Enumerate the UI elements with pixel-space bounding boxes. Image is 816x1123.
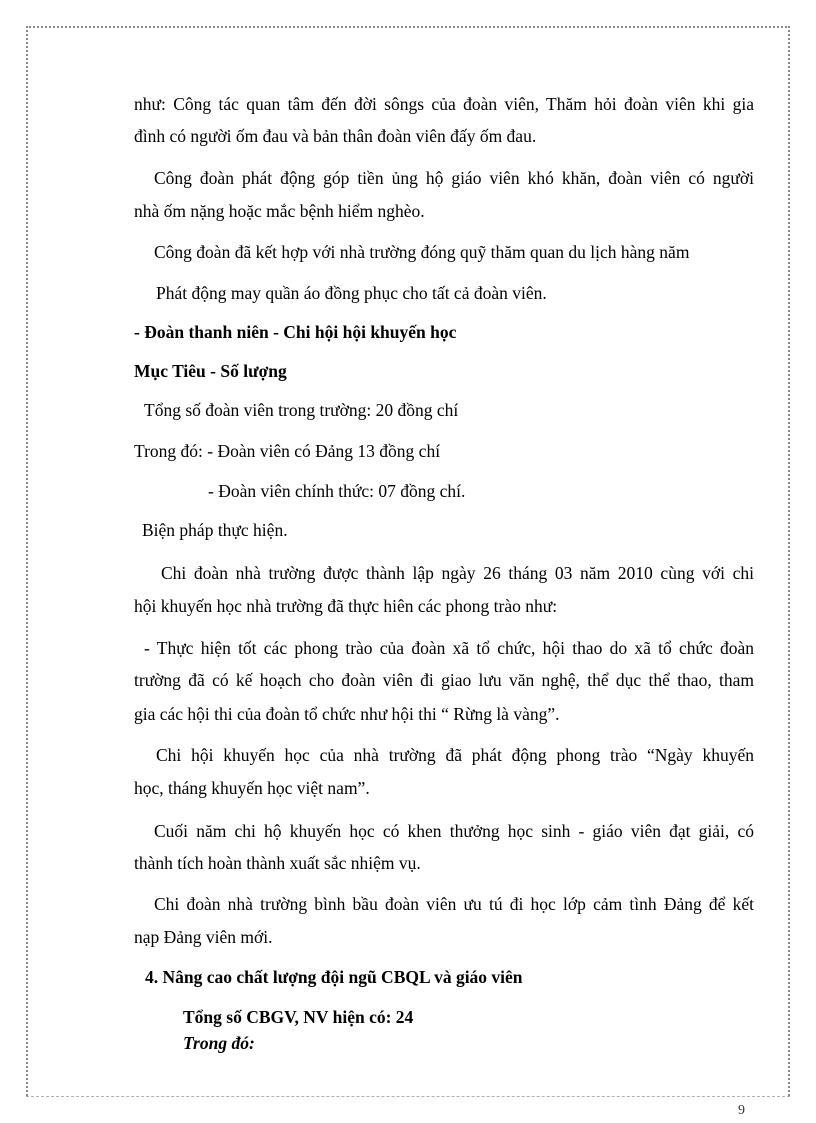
page-number: 9 [738, 1103, 745, 1118]
paragraph-line: Phát động may quần áo đồng phục cho tất cả đoàn viên. [156, 283, 547, 303]
paragraph-line: như: Công tác quan tâm đến đời sôngs của đoàn viên, Thăm hỏi đoàn viên khi gia [134, 94, 754, 114]
paragraph-line: Tổng số đoàn viên trong trường: 20 đồng chí [144, 400, 459, 420]
paragraph-line: đình có người ốm đau và bản thân đoàn viên đấy ốm đau. [134, 126, 537, 146]
paragraph-line: học, tháng khuyến học việt nam”. [134, 778, 370, 798]
section-heading: - Đoàn thanh niên - Chi hội hội khuyến học [134, 322, 457, 342]
paragraph-line: gia các hội thi của đoàn tổ chức như hội thi “ Rừng là vàng”. [134, 704, 560, 724]
paragraph-line: Trong đó: - Đoàn viên có Đảng 13 đồng chí [134, 441, 441, 461]
section-heading: Tổng số CBGV, NV hiện có: 24 [183, 1007, 414, 1027]
paragraph-line: Công đoàn đã kết hợp với nhà trường đóng quỹ thăm quan du lịch hàng năm [154, 242, 690, 262]
section-heading: 4. Nâng cao chất lượng đội ngũ CBQL và giáo viên [145, 967, 523, 987]
paragraph-line: - Thực hiện tốt các phong trào của đoàn xã tổ chức, hội thao do xã tổ chức đoàn [144, 638, 754, 658]
paragraph-line: nhà ốm nặng hoặc mắc bệnh hiểm nghèo. [134, 201, 425, 221]
paragraph-line: Chi đoàn nhà trường bình bầu đoàn viên ưu tú đi học lớp cảm tình Đảng để kết [154, 894, 754, 914]
paragraph-line: hội khuyến học nhà trường đã thực hiên các phong trào như: [134, 596, 558, 616]
paragraph-line: thành tích hoàn thành xuất sắc nhiệm vụ. [134, 853, 421, 873]
paragraph-line: Chi đoàn nhà trường được thành lập ngày 26 tháng 03 năm 2010 cùng với chi [161, 563, 754, 583]
section-heading: Mục Tiêu - Số lượng [134, 361, 287, 381]
page-footer-rule [26, 1096, 790, 1097]
paragraph-line: trường đã có kế hoạch cho đoàn viên đi giao lưu văn nghệ, thể dục thể thao, tham [134, 670, 754, 690]
paragraph-line: Chi hội khuyến học của nhà trường đã phát động phong trào “Ngày khuyến [156, 745, 754, 765]
paragraph-line: nạp Đảng viên mới. [134, 927, 273, 947]
paragraph-line: Biện pháp thực hiện. [142, 520, 288, 540]
paragraph-line: Cuối năm chi hộ khuyến học có khen thưởng học sinh - giáo viên đạt giải, có [154, 821, 754, 841]
section-subheading: Trong đó: [183, 1033, 255, 1053]
paragraph-line: Công đoàn phát động góp tiền ủng hộ giáo viên khó khăn, đoàn viên có người [154, 168, 754, 188]
paragraph-line: - Đoàn viên chính thức: 07 đồng chí. [208, 481, 466, 501]
